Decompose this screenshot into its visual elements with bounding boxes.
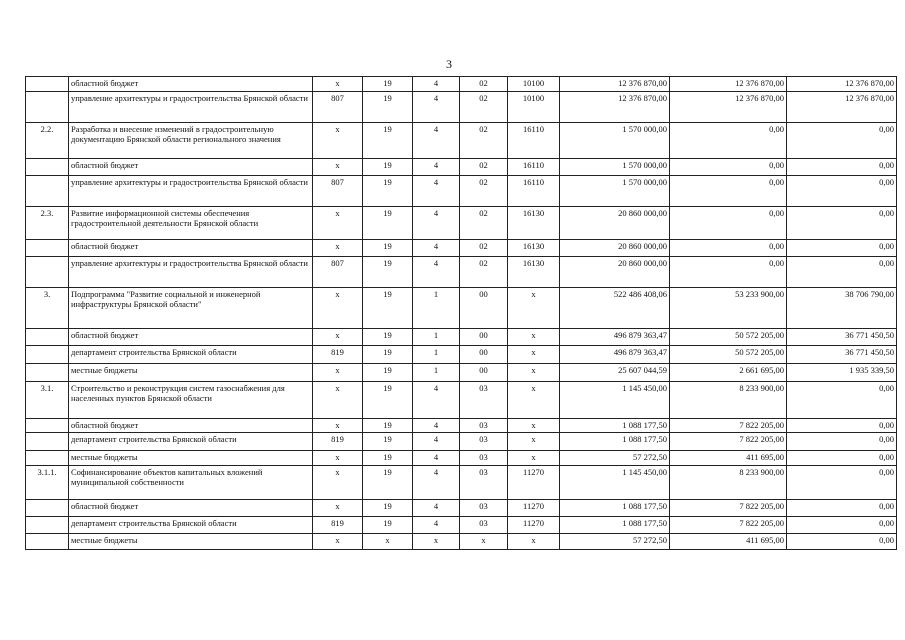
code-subprogram: 4: [413, 419, 460, 433]
table-row: [26, 466, 897, 500]
row-description: местные бюджеты: [69, 534, 313, 550]
code-admin: х: [313, 534, 363, 550]
code-subprogram: 4: [413, 207, 460, 240]
code-program: 19: [363, 77, 413, 92]
code-program: 19: [363, 419, 413, 433]
code-event: 03: [460, 517, 508, 534]
code-admin: х: [313, 159, 363, 176]
table-row: [26, 517, 897, 534]
row-number: [26, 159, 69, 176]
table-row: [26, 382, 897, 419]
code-subprogram: 4: [413, 382, 460, 419]
code-event: 03: [460, 466, 508, 500]
code-event: 02: [460, 176, 508, 207]
code-program: 19: [363, 517, 413, 534]
row-description: Софинансирование объектов капитальных вложений муниципальной собственности: [69, 466, 313, 500]
table-row: [26, 176, 897, 207]
amount-year-1: 1 570 000,00: [560, 176, 670, 207]
row-number: [26, 534, 69, 550]
code-admin: 807: [313, 176, 363, 207]
code-admin: 807: [313, 92, 363, 123]
code-program: 19: [363, 433, 413, 451]
row-description: департамент строительства Брянской области: [69, 517, 313, 534]
amount-year-2: 12 376 870,00: [670, 77, 787, 92]
table-row: [26, 500, 897, 517]
row-number: [26, 257, 69, 288]
code-direction: 11270: [508, 466, 560, 500]
amount-year-2: 0,00: [670, 257, 787, 288]
amount-year-3: 0,00: [787, 240, 897, 257]
code-admin: х: [313, 329, 363, 346]
row-number: 2.3.: [26, 207, 69, 240]
amount-year-3: 12 376 870,00: [787, 92, 897, 123]
code-direction: 11270: [508, 517, 560, 534]
table-row: [26, 159, 897, 176]
code-direction: 16110: [508, 159, 560, 176]
amount-year-3: 0,00: [787, 176, 897, 207]
amount-year-3: 0,00: [787, 433, 897, 451]
code-subprogram: 4: [413, 466, 460, 500]
code-event: 03: [460, 382, 508, 419]
table-row: [26, 329, 897, 346]
row-number: [26, 419, 69, 433]
row-description: департамент строительства Брянской области: [69, 346, 313, 364]
table-row: [26, 288, 897, 329]
amount-year-3: 0,00: [787, 123, 897, 159]
code-admin: 819: [313, 346, 363, 364]
row-description: Строительство и реконструкция систем газоснабжения для населенных пунктов Брянской области: [69, 382, 313, 419]
code-program: 19: [363, 382, 413, 419]
code-direction: 16110: [508, 123, 560, 159]
row-number: [26, 92, 69, 123]
code-direction: 16130: [508, 257, 560, 288]
amount-year-2: 0,00: [670, 159, 787, 176]
code-event: 02: [460, 123, 508, 159]
row-description: областной бюджет: [69, 159, 313, 176]
code-subprogram: 4: [413, 257, 460, 288]
code-admin: 819: [313, 433, 363, 451]
table-row: [26, 364, 897, 382]
code-direction: х: [508, 382, 560, 419]
row-description: областной бюджет: [69, 329, 313, 346]
row-description: Развитие информационной системы обеспечения градостроительной деятельности Брянской области: [69, 207, 313, 240]
amount-year-2: 0,00: [670, 176, 787, 207]
table-row: [26, 123, 897, 159]
code-event: 03: [460, 451, 508, 466]
row-description: управление архитектуры и градостроительства Брянской области: [69, 257, 313, 288]
code-admin: х: [313, 466, 363, 500]
row-number: 3.1.: [26, 382, 69, 419]
code-event: 03: [460, 433, 508, 451]
code-direction: 16110: [508, 176, 560, 207]
code-direction: х: [508, 288, 560, 329]
row-description: управление архитектуры и градостроительства Брянской области: [69, 176, 313, 207]
row-number: [26, 240, 69, 257]
row-description: Подпрограмма "Развитие социальной и инженерной инфраструктуры Брянской области": [69, 288, 313, 329]
code-direction: х: [508, 329, 560, 346]
code-admin: х: [313, 419, 363, 433]
code-event: 00: [460, 288, 508, 329]
amount-year-3: 0,00: [787, 517, 897, 534]
amount-year-1: 57 272,50: [560, 451, 670, 466]
code-program: 19: [363, 288, 413, 329]
page-number: 3: [446, 57, 452, 71]
row-description: департамент строительства Брянской области: [69, 433, 313, 451]
amount-year-1: 1 570 000,00: [560, 159, 670, 176]
amount-year-2: 53 233 900,00: [670, 288, 787, 329]
amount-year-3: 0,00: [787, 451, 897, 466]
code-program: 19: [363, 346, 413, 364]
amount-year-3: 0,00: [787, 257, 897, 288]
amount-year-1: 522 486 408,06: [560, 288, 670, 329]
code-program: х: [363, 534, 413, 550]
code-subprogram: 4: [413, 77, 460, 92]
code-admin: х: [313, 382, 363, 419]
amount-year-1: 12 376 870,00: [560, 77, 670, 92]
amount-year-1: 496 879 363,47: [560, 329, 670, 346]
budget-table: [25, 76, 897, 550]
amount-year-1: 496 879 363,47: [560, 346, 670, 364]
code-subprogram: 4: [413, 517, 460, 534]
amount-year-3: 0,00: [787, 500, 897, 517]
row-number: [26, 500, 69, 517]
amount-year-1: 1 088 177,50: [560, 419, 670, 433]
code-event: 03: [460, 500, 508, 517]
amount-year-2: 12 376 870,00: [670, 92, 787, 123]
row-number: [26, 451, 69, 466]
code-event: 02: [460, 257, 508, 288]
code-subprogram: 1: [413, 329, 460, 346]
code-subprogram: 4: [413, 123, 460, 159]
amount-year-2: 8 233 900,00: [670, 466, 787, 500]
row-number: 2.2.: [26, 123, 69, 159]
table-row: [26, 207, 897, 240]
table-row: [26, 419, 897, 433]
table-row: [26, 257, 897, 288]
code-direction: х: [508, 419, 560, 433]
table-row: [26, 92, 897, 123]
code-program: 19: [363, 451, 413, 466]
code-admin: 807: [313, 257, 363, 288]
amount-year-3: 36 771 450,50: [787, 346, 897, 364]
amount-year-2: 0,00: [670, 207, 787, 240]
amount-year-3: 0,00: [787, 207, 897, 240]
code-subprogram: 4: [413, 240, 460, 257]
code-subprogram: 4: [413, 500, 460, 517]
code-program: 19: [363, 500, 413, 517]
amount-year-3: 36 771 450,50: [787, 329, 897, 346]
code-direction: х: [508, 433, 560, 451]
amount-year-1: 20 860 000,00: [560, 257, 670, 288]
code-direction: 11270: [508, 500, 560, 517]
amount-year-1: 12 376 870,00: [560, 92, 670, 123]
row-number: 3.1.1.: [26, 466, 69, 500]
code-subprogram: х: [413, 534, 460, 550]
code-program: 19: [363, 123, 413, 159]
amount-year-1: 57 272,50: [560, 534, 670, 550]
row-number: [26, 346, 69, 364]
code-program: 19: [363, 364, 413, 382]
amount-year-1: 1 088 177,50: [560, 517, 670, 534]
code-program: 19: [363, 329, 413, 346]
amount-year-2: 0,00: [670, 123, 787, 159]
amount-year-3: 12 376 870,00: [787, 77, 897, 92]
code-event: 02: [460, 240, 508, 257]
amount-year-3: 38 706 790,00: [787, 288, 897, 329]
code-event: 02: [460, 207, 508, 240]
table-row: [26, 346, 897, 364]
row-description: областной бюджет: [69, 419, 313, 433]
code-admin: х: [313, 451, 363, 466]
code-program: 19: [363, 466, 413, 500]
code-program: 19: [363, 257, 413, 288]
table-row: [26, 451, 897, 466]
amount-year-3: 0,00: [787, 159, 897, 176]
row-number: 3.: [26, 288, 69, 329]
amount-year-1: 1 145 450,00: [560, 466, 670, 500]
code-subprogram: 4: [413, 176, 460, 207]
code-event: 02: [460, 159, 508, 176]
row-description: местные бюджеты: [69, 451, 313, 466]
amount-year-1: 1 088 177,50: [560, 500, 670, 517]
row-number: [26, 433, 69, 451]
amount-year-2: 7 822 205,00: [670, 517, 787, 534]
amount-year-2: 50 572 205,00: [670, 346, 787, 364]
amount-year-1: 20 860 000,00: [560, 240, 670, 257]
amount-year-1: 1 570 000,00: [560, 123, 670, 159]
code-admin: х: [313, 288, 363, 329]
amount-year-2: 7 822 205,00: [670, 419, 787, 433]
table-row: [26, 240, 897, 257]
row-description: областной бюджет: [69, 240, 313, 257]
code-event: х: [460, 534, 508, 550]
amount-year-1: 1 088 177,50: [560, 433, 670, 451]
amount-year-3: 0,00: [787, 419, 897, 433]
code-direction: х: [508, 534, 560, 550]
table-body: [26, 77, 897, 550]
code-program: 19: [363, 176, 413, 207]
code-direction: х: [508, 451, 560, 466]
row-description: управление архитектуры и градостроительства Брянской области: [69, 92, 313, 123]
code-subprogram: 1: [413, 364, 460, 382]
code-direction: 10100: [508, 77, 560, 92]
code-subprogram: 1: [413, 288, 460, 329]
row-number: [26, 77, 69, 92]
row-number: [26, 329, 69, 346]
code-program: 19: [363, 92, 413, 123]
code-event: 00: [460, 346, 508, 364]
row-number: [26, 176, 69, 207]
code-subprogram: 1: [413, 346, 460, 364]
row-description: местные бюджеты: [69, 364, 313, 382]
code-program: 19: [363, 240, 413, 257]
amount-year-2: 0,00: [670, 240, 787, 257]
code-admin: 819: [313, 517, 363, 534]
code-admin: х: [313, 77, 363, 92]
code-direction: х: [508, 346, 560, 364]
amount-year-3: 0,00: [787, 382, 897, 419]
amount-year-2: 50 572 205,00: [670, 329, 787, 346]
code-admin: х: [313, 364, 363, 382]
amount-year-2: 7 822 205,00: [670, 500, 787, 517]
code-admin: х: [313, 207, 363, 240]
code-subprogram: 4: [413, 159, 460, 176]
amount-year-1: 25 607 044,59: [560, 364, 670, 382]
table-row: [26, 77, 897, 92]
code-subprogram: 4: [413, 451, 460, 466]
amount-year-2: 411 695,00: [670, 534, 787, 550]
row-number: [26, 364, 69, 382]
code-event: 00: [460, 329, 508, 346]
amount-year-3: 0,00: [787, 534, 897, 550]
amount-year-2: 411 695,00: [670, 451, 787, 466]
code-admin: х: [313, 240, 363, 257]
code-subprogram: 4: [413, 92, 460, 123]
code-subprogram: 4: [413, 433, 460, 451]
row-number: [26, 517, 69, 534]
row-description: областной бюджет: [69, 77, 313, 92]
amount-year-1: 1 145 450,00: [560, 382, 670, 419]
code-program: 19: [363, 159, 413, 176]
code-event: 02: [460, 77, 508, 92]
amount-year-2: 2 661 695,00: [670, 364, 787, 382]
table-row: [26, 433, 897, 451]
code-admin: х: [313, 500, 363, 517]
code-direction: х: [508, 364, 560, 382]
code-event: 02: [460, 92, 508, 123]
amount-year-3: 0,00: [787, 466, 897, 500]
code-admin: х: [313, 123, 363, 159]
code-direction: 16130: [508, 207, 560, 240]
row-description: Разработка и внесение изменений в градостроительную документацию Брянской области регионального значения: [69, 123, 313, 159]
amount-year-1: 20 860 000,00: [560, 207, 670, 240]
amount-year-3: 1 935 339,50: [787, 364, 897, 382]
row-description: областной бюджет: [69, 500, 313, 517]
table-row: [26, 534, 897, 550]
amount-year-2: 7 822 205,00: [670, 433, 787, 451]
code-event: 03: [460, 419, 508, 433]
code-event: 00: [460, 364, 508, 382]
code-program: 19: [363, 207, 413, 240]
code-direction: 10100: [508, 92, 560, 123]
code-direction: 16130: [508, 240, 560, 257]
amount-year-2: 8 233 900,00: [670, 382, 787, 419]
